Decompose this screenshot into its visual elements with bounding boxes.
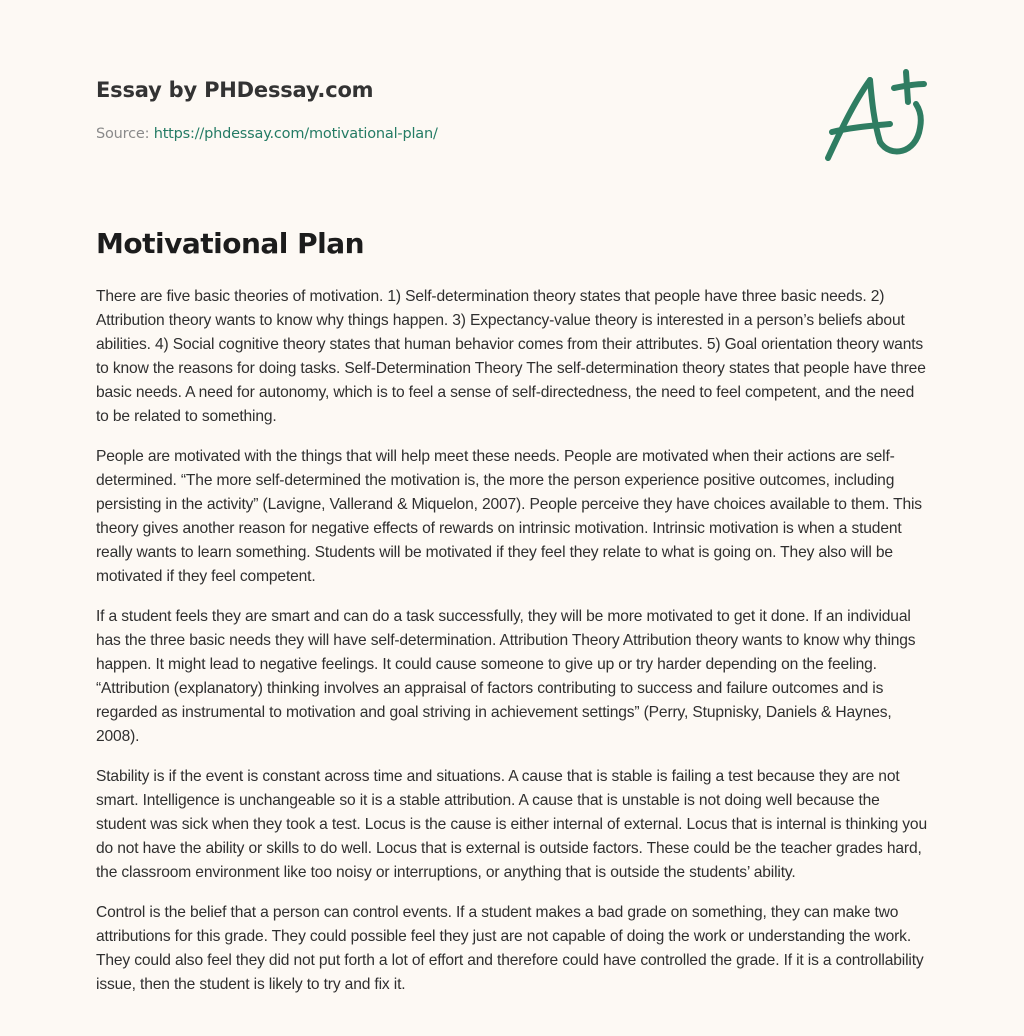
paragraph: Stability is if the event is constant across time and situations. A cause that is stable is failing a test because they are not smart. Intelligence is unchangeable so it is a stable attribution. A cause that is unstable is not doing well because the student was sick when they took a test. Locus is the cause is either internal of external. Locus that is internal is thinking you do not have the ability or skills to do well. Locus that is external is outside factors. These could be the teacher grades hard, the classroom environment like too noisy or interruptions, or anything that is outside the students’ ability.	[96, 768, 927, 881]
paragraph: People are motivated with the things that will help meet these needs. People are motivated when their actions are self-determined. “The more self-determined the motivation is, the more the person experience positive outcomes, including persisting in the activity” (Lavigne, Vallerand & Miquelon, 2007). People perceive they have choices available to them. This theory gives another reason for negative effects of rewards on intrinsic motivation. Intrinsic motivation is when a student really wants to learn something. Students will be motivated if they feel they relate to what is going on. They also will be motivated if they feel competent.	[96, 448, 922, 585]
a-plus-grade-icon	[818, 62, 938, 172]
paragraph: There are five basic theories of motivation. 1) Self-determination theory states that people have three basic needs. 2) Attribution theory wants to know why things happen. 3) Expectancy-value theory is interested in a person’s beliefs about abilities. 4) Social cognitive theory states that human behavior comes from their attributes. 5) Goal orientation theory wants to know the reasons for doing tasks. Self-Determination Theory The self-determination theory states that people have three basic needs. A need for autonomy, which is to feel a sense of self-directedness, the need to feel competent, and the need to be related to something.	[96, 288, 926, 425]
essay-header	[96, 76, 796, 144]
article-title: Motivational Plan	[96, 227, 365, 260]
brand-title: Essay by PHDessay.com	[96, 78, 374, 102]
source-link[interactable]: https://phdessay.com/motivational-plan/	[153, 126, 438, 142]
paragraph: If a student feels they are smart and can do a task successfully, they will be more motivated to get it done. If an individual has the three basic needs they will have self-determination. Attribution Theory Attribution theory wants to know why things happen. It might lead to negative feelings. It could cause someone to give up or try harder depending on the feeling. “Attribution (explanatory) thinking involves an appraisal of factors contributing to success and failure outcomes and is regarded as instrumental to motivation and goal striving in achievement settings” (Perry, Stupnisky, Daniels & Haynes, 2008).	[96, 608, 916, 745]
source-line	[96, 124, 796, 144]
source-label: Source:	[96, 126, 154, 142]
paragraph: Control is the belief that a person can control events. If a student makes a bad grade on something, they can make two attributions for this grade. They could possible feel they just are not capable of doing the work or understanding the work. They could also feel they did not put forth a lot of effort and therefore could have controlled the grade. If it is a controllability issue, then the student is likely to try and fix it.	[96, 904, 924, 993]
article-body	[96, 285, 930, 1013]
